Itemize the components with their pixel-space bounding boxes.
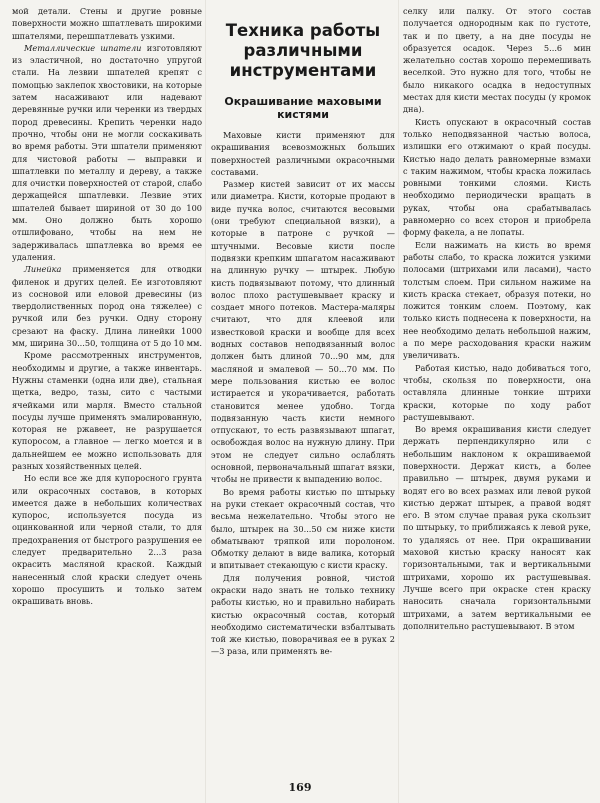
paragraph: мой детали. Стены и другие ровные поверхности можно шпатлевать широкими шпателями, перешпатлевать узкими. bbox=[12, 6, 202, 41]
paragraph: Размер кистей зависит от их массы или диаметра. Кисти, которые продают в виде пучка волос, считаются весовыми (они требуют специальной вязки), а которые в патроне с ручкой — штучными. Весовые кисти после подвязки крепким шпагатом насаживают на длинную ручку — штырек. Любую кисть подвязывают потому, что длинный волос плохо растушевывает краску и создает много потеков. Мастера-маляры считают, что для клеевой или известковой краски и вообще для всех водных составов неподвязанный волос должен быть длиной 70...90 мм, для масляной и эмалевой — 50...70 мм. По мере пользования кистью ее волос истирается и укорачивается, работать становится менее удобно. Тогда подвязанную часть кисти немного отпускают, то есть развязывают шпагат, освобождая волос на нужную длину. При этом не следует сильно ослаблять основной, первоначальный шпагат вязки, чтобы не привести к выпадению волос. bbox=[211, 179, 395, 485]
paragraph: Во время окрашивания кисти следует держать перпендикулярно или с небольшим наклоном к окрашиваемой поверхности. Держат кисть, а более правильно — штырек, двумя руками и водят его во всех размах или левой рукой кистью держат штырек, а правой водят его. В этом случае правая рука скользит по штырьку, то приближаясь к левой руке, то удаляясь от нее. При окрашивании маховой кистью краску наносят как горизонтальными, так и вертикальными штрихами, хорошо их растушевывая. Лучше всего при окраске стен краску наносить сначала горизонтальными штрихами, а затем вертикальными ее дополнительно растушевывают. В этом bbox=[403, 424, 591, 631]
paragraph: Работая кистью, надо добиваться того, чтобы, скользя по поверхности, она оставляла длинные тонкие штрихи краски, которые по ходу работ растушевывают. bbox=[403, 362, 591, 422]
paragraph bbox=[12, 42, 202, 263]
paragraph: Во время работы кистью по штырьку на руки стекает окрасочный состав, что весьма нежелательно. Чтобы этого не было, штырек на 30...50 см ниже кисти обматывают тряпкой или поролоном. Обмотку делают в виде валика, который и впитывает стекающую с кисти краску. bbox=[211, 486, 395, 571]
term-ruler: Линейка bbox=[24, 264, 62, 275]
paragraph-text: применяется для отводки филенок и других целей. Ее изготовляют из сосновой или еловой древесины (из твердолиственных пород она тяжелее) с ручкой или без ручки. Одну сторону срезают на фаску. Длина линейки 1000 мм, ширина 30...50, толщина от 5 до 10 мм. bbox=[12, 264, 202, 349]
paragraph: Маховые кисти применяют для окрашивания всевозможных больших поверхностей различными окрасочными составами. bbox=[211, 130, 395, 177]
paragraph: Если нажимать на кисть во время работы слабо, то краска ложится узкими полосами (штрихами или ласами), часто толстым слоем. При сильном нажиме на кисть краска стекает, образуя потеки, но ложится тонким слоем. Поэтому, как только кисть поднесена к поверхности, на нее необходимо делать небольшой нажим, а по мере расходования краски нажим увеличивать. bbox=[403, 239, 591, 361]
column-gutter-left bbox=[205, 0, 206, 803]
paragraph: Кисть опускают в окрасочный состав только неподвязанной частью волоса, излишки его отжимают о край посуды. Кистью надо делать равномерные взмахи с таким нажимом, чтобы краска ложилась ровными тонкими слоями. Кисть необходимо периодически вращать в руках, чтобы она срабатывалась равномерно со всех сторон и приобрела форму факела, а не лопаты. bbox=[403, 116, 591, 238]
page-number: 169 bbox=[288, 781, 312, 794]
column-2 bbox=[211, 5, 395, 658]
section-heading: Окрашивание маховыми кистями bbox=[224, 95, 382, 121]
paragraph-text: изготовляют из эластичной, но достаточно упругой стали. На лезвии шпателей крепят с помощью заклепок хвостовики, на которые затем насаживают или надевают деревянные ручки или черенки из твердых пород древесины. Крепить черенки надо прочно, чтобы они не могли соскакивать во время работы. Эти шпатели применяют для чистовой работы — выправки и шпатлевки по металлу и дереву, а также для очистки поверхностей от старой, слабо держащейся шпатлевки. Лезвие этих шпателей бывает шириной от 30 до 100 мм. Оно должно быть хорошо отшлифовано, чтобы на нем не задерживалась шпатлевка во время ее удаления. bbox=[12, 42, 202, 262]
column-3 bbox=[403, 5, 591, 632]
paragraph: Кроме рассмотренных инструментов, необходимы и другие, а также инвентарь. Нужны стаменки (одна или две), стальная щетка, ведро, тазы, сито с частыми ячейками или марля. Вместо стальной посуды лучше применять эмалированную, которая не ржавеет, не разрушается купоросом, а главное — легко моется и в дальнейшем ее можно использовать для разных хозяйственных целей. bbox=[12, 350, 202, 471]
paragraph: Для получения ровной, чистой окраски надо знать не только технику работы кистью, но и правильно набирать кистью окрасочный состав, который необходимо систематически взбалтывать той же кистью, поворачивая ее в руках 2—3 раза, или применять ве- bbox=[211, 572, 395, 657]
article-title: Техника работы различными инструментами bbox=[225, 21, 381, 80]
paragraph bbox=[12, 263, 202, 349]
term-metal-spatulas: Металлические шпатели bbox=[24, 42, 142, 53]
paragraph: селку или палку. От этого состав получается однородным как по густоте, так и по цвету, а на дне посуды не образуется осадок. Через 5...6 мин желательно состав хорошо перемешивать веселкой. Это нужно для того, чтобы не было никакого осадка в недоступных местах для кисти местах посуды (у кромок дна). bbox=[403, 6, 591, 115]
paragraph: Но если все же для купоросного грунта или окрасочных составов, в которых имеется даже в небольших количествах купорос, используется посуда из оцинкованной или черной стали, то для предохранения от быстрого разрушения ее следует предварительно 2...3 раза окрасить масляной краской. Каждый нанесенный слой краски следует очень хорошо просушить и только затем окрашивать вновь. bbox=[12, 473, 202, 607]
column-gutter-right bbox=[398, 0, 399, 803]
column-1 bbox=[12, 5, 202, 608]
